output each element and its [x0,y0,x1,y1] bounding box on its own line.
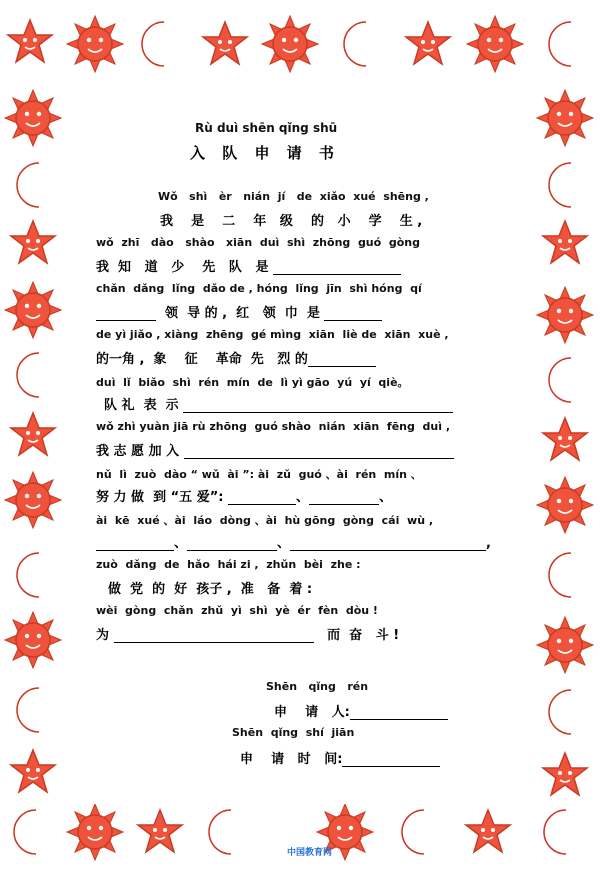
separator: 、 [277,536,291,551]
signature-text-line [240,748,440,767]
line-text: 为 [96,628,114,643]
body-pinyin-line [96,604,378,617]
body-text-line [96,532,491,551]
title-pinyin: Rù duì shēn qǐng shū [195,121,338,135]
fill-in-blank[interactable] [309,492,379,505]
fill-in-blank[interactable] [114,630,314,643]
fill-in-blank[interactable] [273,262,401,275]
signature-pinyin-line [266,680,368,693]
fill-in-blank[interactable] [228,492,296,505]
body-text-line [96,486,392,505]
body-pinyin-line [158,190,429,203]
fill-in-blank[interactable] [350,707,448,720]
fill-in-blank[interactable] [290,538,486,551]
fill-in-blank[interactable] [183,400,453,413]
body-pinyin-line [96,282,422,295]
body-pinyin-line [96,466,422,482]
line-text: wèi gòng chǎn zhǔ yì shì yè ér fèn dòu ! [96,604,378,617]
body-pinyin-line [96,420,450,433]
line-text: de yì jiǎo , xiàng zhēng gé mìng xiān liè de xiān xuè , [96,328,449,341]
fill-in-blank[interactable] [324,308,382,321]
body-text-line [104,394,453,413]
line-tail: 、 [378,490,392,505]
line-text: duì lǐ biǎo shì rén mín de lì yì gāo yú yí qiè。 [96,376,409,389]
body-pinyin-line [96,558,361,571]
line-text: 努 力 做 到 “五 爱”: [96,490,228,505]
line-text: 的一角 , 象 征 革命 先 烈 的 [96,352,308,367]
body-text-line [96,440,454,459]
page-title: 入 队 申 请 书 [190,144,340,162]
line-text: nǔ lì zuò dào “ wǔ ài ”: ài zǔ guó 、ài rén mín 、 [96,468,422,481]
line-text: 队 礼 表 示 [104,398,184,413]
fill-in-blank[interactable] [187,538,277,551]
line-text: 申 请 时 间: [240,752,343,767]
line-tail: 而 奋 斗 ! [313,628,400,643]
fill-in-blank[interactable] [96,538,174,551]
line-text: Shēn qǐng rén [266,680,369,693]
body-text-line [96,256,401,275]
body-pinyin-line [96,236,420,249]
line-text: ài kē xué 、ài láo dòng 、ài hù gōng gòng cái wù , [96,514,434,527]
fill-in-blank[interactable] [342,754,440,767]
line-text: 我 志 愿 加 入 [96,444,184,459]
line-text: 我 是 二 年 级 的 小 学 生 , [160,214,423,229]
fill-in-blank[interactable] [96,308,156,321]
body-text-line [96,348,376,367]
line-text: 领 导 的 , 红 领 巾 是 [156,306,325,321]
line-text: wǒ zhì yuàn jiā rù zhōng guó shào nián xiān fēng duì , [96,420,450,433]
body-text-line [96,624,399,643]
signature-text-line [274,701,448,720]
separator: 、 [295,490,309,505]
line-tail: , [486,536,491,551]
line-text: Shēn qǐng shí jiān [232,726,355,739]
body-pinyin-line [96,374,409,390]
line-text: wǒ zhī dào shào xiān duì shì zhōng guó gòng [96,236,420,249]
fill-in-blank[interactable] [308,354,376,367]
logo-text: 中国教育网 [287,848,333,858]
line-text: 申 请 人: [274,705,350,720]
body-text-line [108,578,312,597]
body-text-line [160,210,422,229]
line-text: Wǒ shì èr nián jí de xiǎo xué shēng , [158,190,429,203]
fill-in-blank[interactable] [184,446,454,459]
body-text-line [96,302,382,321]
line-text: 我 知 道 少 先 队 是 [96,260,273,275]
line-text: zuò dǎng de hǎo hái zi , zhǔn bèi zhe : [96,558,361,571]
line-text: 、 [174,536,188,551]
body-pinyin-line [96,512,433,528]
signature-pinyin-line [232,726,354,739]
application-form [78,88,520,804]
body-pinyin-line [96,328,449,341]
site-logo [287,845,332,858]
line-text: chǎn dǎng lǐng dǎo de , hóng lǐng jīn shì hóng qí [96,282,422,295]
line-text: 做 党 的 好 孩子 , 准 备 着 : [108,582,313,597]
